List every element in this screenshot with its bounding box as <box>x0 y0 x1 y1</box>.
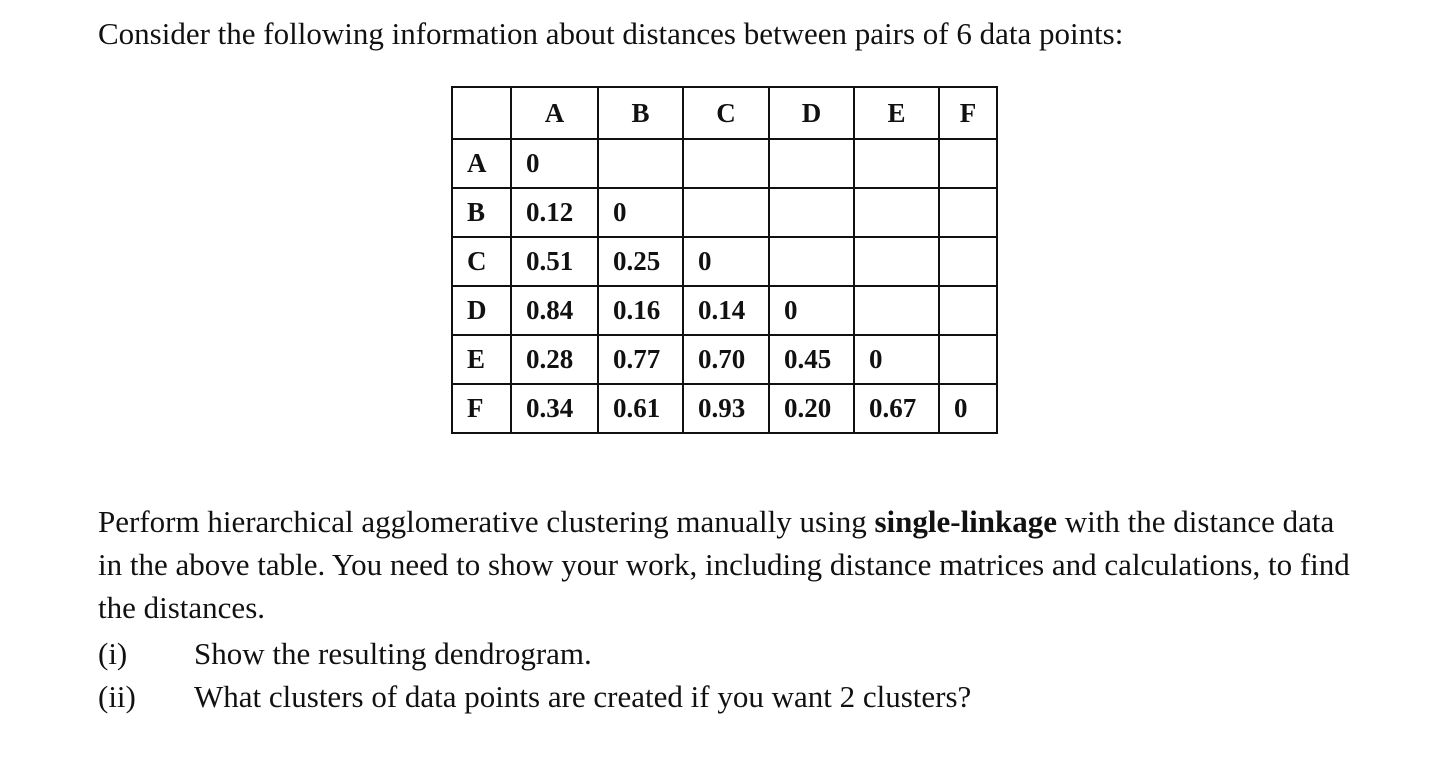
table-cell: 0 <box>598 188 683 237</box>
table-cell: 0.45 <box>769 335 854 384</box>
table-cell: 0.84 <box>511 286 598 335</box>
table-row <box>452 188 997 237</box>
row-header: E <box>452 335 511 384</box>
table-header-row <box>452 87 997 139</box>
table-cell <box>939 335 997 384</box>
table-cell: 0.77 <box>598 335 683 384</box>
column-header: D <box>769 87 854 139</box>
table-cell <box>854 139 939 188</box>
table-cell: 0.28 <box>511 335 598 384</box>
table-row <box>452 384 997 433</box>
item-text: Show the resulting dendrogram. <box>194 636 592 671</box>
row-header: C <box>452 237 511 286</box>
table-cell: 0 <box>769 286 854 335</box>
item-text: What clusters of data points are created if you want 2 clusters? <box>194 679 972 714</box>
table-cell <box>769 188 854 237</box>
question-text-after: with the distance data in the above table. You need to show your work, including distance matrices and calculations, to find the distances. <box>98 504 1350 625</box>
table-cell: 0 <box>683 237 769 286</box>
table-cell <box>939 188 997 237</box>
question-items-list <box>98 632 971 718</box>
table-cell <box>683 139 769 188</box>
question-text-before: Perform hierarchical agglomerative clustering manually using <box>98 504 875 539</box>
table-row <box>452 237 997 286</box>
table-row <box>452 335 997 384</box>
table-cell: 0 <box>939 384 997 433</box>
intro-text: Consider the following information about distances between pairs of 6 data points: <box>98 16 1124 51</box>
row-header: B <box>452 188 511 237</box>
distance-matrix-table <box>451 86 998 434</box>
table-cell: 0 <box>854 335 939 384</box>
table-cell: 0.34 <box>511 384 598 433</box>
row-header: D <box>452 286 511 335</box>
table-corner-cell <box>452 87 511 139</box>
table-cell: 0.93 <box>683 384 769 433</box>
question-paragraph <box>98 500 1358 629</box>
table-cell: 0.16 <box>598 286 683 335</box>
table-cell: 0.14 <box>683 286 769 335</box>
item-number: (ii) <box>98 679 136 714</box>
column-header: B <box>598 87 683 139</box>
column-header: C <box>683 87 769 139</box>
table-cell <box>854 237 939 286</box>
table-cell <box>769 139 854 188</box>
table-cell <box>598 139 683 188</box>
table-cell: 0.25 <box>598 237 683 286</box>
table-cell <box>939 237 997 286</box>
table-row <box>452 139 997 188</box>
table-cell: 0.20 <box>769 384 854 433</box>
table-cell <box>854 286 939 335</box>
column-header: F <box>939 87 997 139</box>
table-cell <box>939 139 997 188</box>
table-cell <box>683 188 769 237</box>
table-cell: 0.61 <box>598 384 683 433</box>
table-row <box>452 286 997 335</box>
list-item <box>98 632 971 675</box>
column-header: E <box>854 87 939 139</box>
table-cell: 0.51 <box>511 237 598 286</box>
table-cell: 0.12 <box>511 188 598 237</box>
list-item <box>98 675 971 718</box>
row-header: A <box>452 139 511 188</box>
item-number: (i) <box>98 636 128 671</box>
table-cell: 0 <box>511 139 598 188</box>
row-header: F <box>452 384 511 433</box>
table-cell: 0.70 <box>683 335 769 384</box>
table-cell <box>769 237 854 286</box>
table-cell <box>854 188 939 237</box>
question-bold-term: single-linkage <box>874 504 1058 539</box>
table-cell <box>939 286 997 335</box>
column-header: A <box>511 87 598 139</box>
table-cell: 0.67 <box>854 384 939 433</box>
